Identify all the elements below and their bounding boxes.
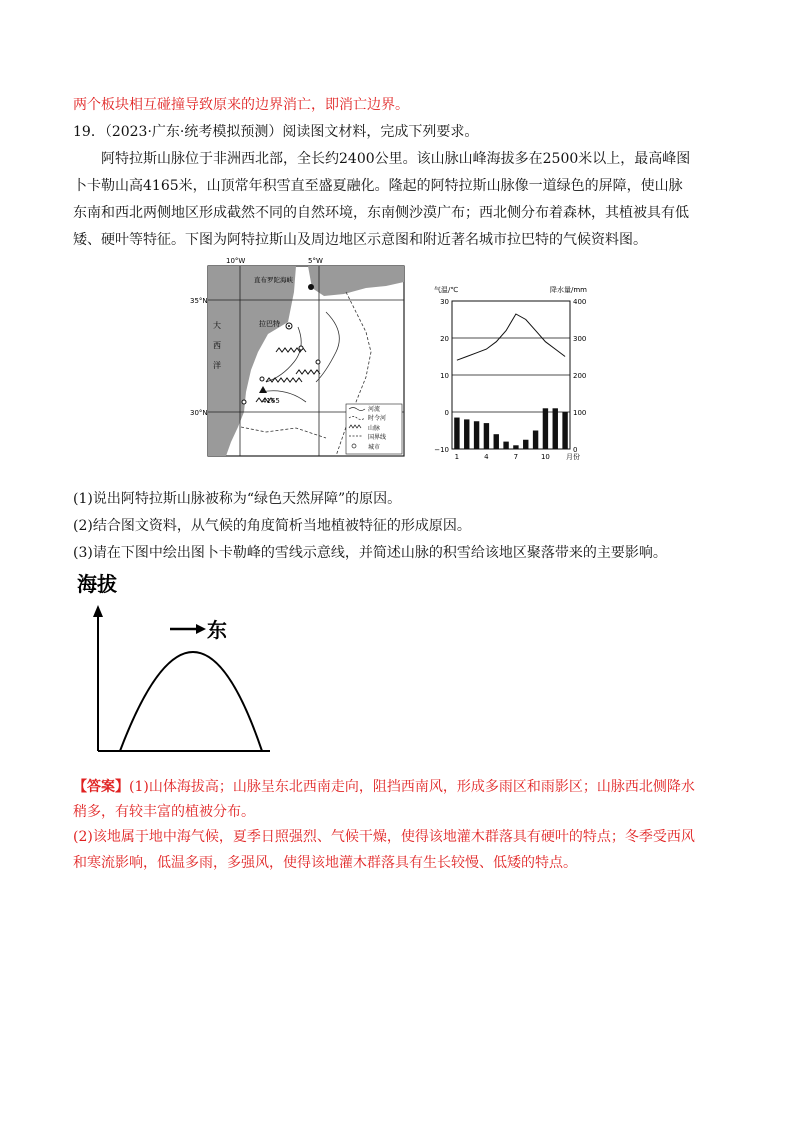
question-number: 19．	[73, 124, 105, 140]
left-tick-label: 30	[440, 298, 449, 306]
legend-mountain: 山脉	[368, 425, 381, 432]
precip-bar	[562, 412, 567, 449]
climate-chart-figure	[425, 283, 600, 463]
precip-bar	[553, 408, 558, 449]
x-unit-label: 月份	[566, 453, 580, 461]
legend-seasonal-river: 时令河	[368, 415, 387, 422]
material-line-1: 阿特拉斯山脉位于非洲西北部，全长约2400公里。该山脉山峰海拔多在2500米以上，最高峰图	[101, 151, 691, 167]
precip-bar	[523, 440, 528, 449]
precip-bar	[513, 445, 518, 449]
lon-label-10w: 10°W	[226, 257, 246, 265]
left-tick-label: 0	[444, 409, 449, 417]
question-source: （2023·广东·统考模拟预测）阅读图文材料，完成下列要求。	[104, 124, 479, 140]
precip-bar	[494, 434, 499, 449]
lon-label-5w: 5°W	[308, 257, 323, 265]
city-marker	[260, 377, 264, 381]
right-tick-label: 0	[573, 446, 578, 454]
snowline-sketch-svg	[77, 565, 280, 757]
x-tick-label: 10	[540, 453, 550, 461]
atlas-map-figure	[190, 252, 410, 460]
material-line-3: 东南和西北两侧地区形成截然不同的自然环境，东南侧沙漠广布；西北侧分布着森林，其植被具有低	[73, 205, 689, 221]
sub-question-1: (1)说出阿特拉斯山脉被称为“绿色天然屏障”的原因。	[73, 491, 402, 507]
x-tick-label: 4	[484, 453, 489, 461]
precip-bar	[454, 418, 459, 449]
snowline-sketch-figure	[77, 565, 280, 757]
right-tick-label: 200	[573, 372, 587, 380]
peak-label: 4165	[262, 397, 280, 405]
altitude-label: 海拔	[77, 572, 117, 596]
sub-question-3: (3)请在下图中绘出图卜卡勒峰的雪线示意线，并简述山脉的积雪给该地区聚落带来的主要影响。	[73, 545, 667, 561]
ocean-label-1: 大	[213, 321, 221, 330]
precip-bar	[474, 421, 479, 449]
precip-bar	[484, 423, 489, 449]
answer-line-1	[73, 777, 695, 797]
right-tick-label: 400	[573, 298, 587, 306]
x-tick-label: 7	[513, 453, 519, 461]
city-marker	[242, 400, 246, 404]
mountain-profile	[120, 652, 262, 751]
answer-line-2: 稍多，有较丰富的植被分布。	[73, 804, 255, 820]
legend-border: 国界线	[368, 434, 387, 441]
city-marker	[308, 284, 314, 290]
x-tick-label: 1	[454, 453, 460, 461]
right-tick-label: 100	[573, 409, 587, 417]
lat-label-35n: 35°N	[190, 297, 208, 305]
rabat-label: 拉巴特	[259, 320, 280, 328]
answer-line-4: 和寒流影响，低温多雨，多强风，使得该地灌木群落具有生长较慢、低矮的特点。	[73, 855, 577, 871]
atlas-map-svg	[190, 252, 410, 460]
left-tick-label: 10	[440, 372, 449, 380]
ocean-label-3: 洋	[213, 361, 221, 370]
strait-label: 直布罗陀海峡	[254, 276, 293, 284]
answer-tag: 【答案】	[73, 779, 129, 795]
precip-bar	[464, 419, 469, 449]
legend-city: 城市	[368, 444, 381, 451]
left-tick-label: −10	[434, 446, 449, 454]
lat-label-30n: 30°N	[190, 409, 208, 417]
temperature-line	[457, 314, 565, 360]
right-axis-title: 降水量/mm	[550, 286, 587, 294]
right-tick-label: 300	[573, 335, 587, 343]
question-header	[73, 122, 478, 142]
answer-line-3: (2)该地属于地中海气候，夏季日照强烈、气候干燥，使得该地灌木群落具有硬叶的特点；冬季受西风	[73, 829, 695, 845]
east-arrow-head	[196, 624, 206, 634]
city-marker	[299, 346, 303, 350]
precip-bar	[543, 408, 548, 449]
carryover-text: 两个板块相互碰撞导致原来的边界消亡，即消亡边界。	[73, 97, 409, 113]
material-line-2: 卜卡勒山高4165米，山顶常年积雪直至盛夏融化。隆起的阿特拉斯山脉像一道绿色的屏障，使山脉	[73, 178, 683, 194]
precip-bar	[503, 442, 508, 449]
answer-text-1: (1)山体海拔高；山脉呈东北西南走向，阻挡西南风，形成多雨区和雨影区；山脉西北侧降水	[129, 779, 695, 795]
y-axis-arrow	[93, 605, 103, 617]
climate-chart-svg	[425, 283, 600, 463]
left-axis-title: 气温/℃	[434, 286, 459, 294]
material-line-4: 矮、硬叶等特征。下图为阿特拉斯山及周边地区示意图和附近著名城市拉巴特的气候资料图。	[73, 232, 647, 248]
left-tick-label: 20	[440, 335, 449, 343]
east-label: 东	[207, 618, 227, 642]
ocean-label-2: 西	[213, 341, 221, 350]
precip-bar	[533, 431, 538, 450]
sub-question-2: (2)结合图文资料，从气候的角度简析当地植被特征的形成原因。	[73, 518, 471, 534]
city-marker	[316, 360, 320, 364]
legend-river: 河流	[368, 406, 381, 413]
